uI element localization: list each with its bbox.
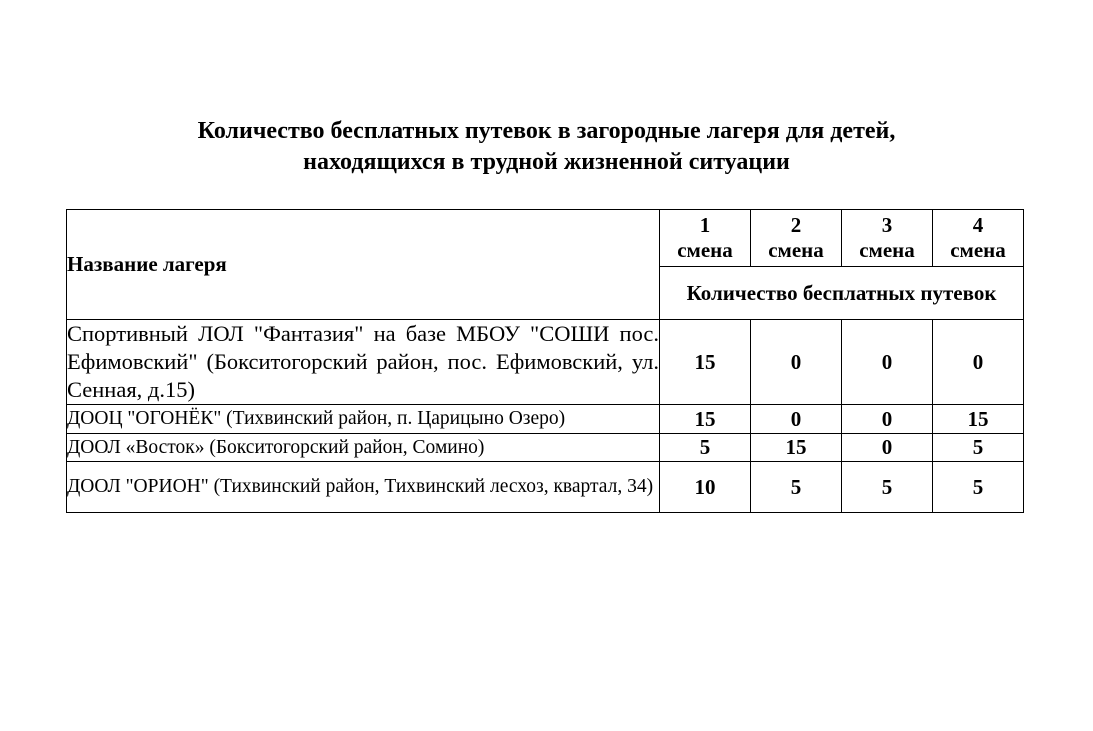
table-row [67, 462, 1024, 513]
camp-name-header: Название лагеря [67, 210, 660, 320]
camp-name-cell: ДООЛ "ОРИОН" (Тихвинский район, Тихвинский лесхоз, квартал, 34) [67, 462, 660, 513]
table-row [67, 405, 1024, 434]
voucher-count-cell: 15 [660, 405, 751, 434]
free-vouchers-header: Количество бесплатных путевок [660, 267, 1024, 320]
voucher-count-cell: 0 [842, 320, 933, 405]
voucher-count-cell: 0 [842, 405, 933, 434]
shift-header-4: 4 смена [933, 210, 1024, 267]
shift-header-2: 2 смена [751, 210, 842, 267]
table-row [67, 434, 1024, 462]
voucher-count-cell: 5 [842, 462, 933, 513]
camp-name-cell: ДООЛ «Восток» (Бокситогорский район, Сомино) [67, 434, 660, 462]
header-row-shifts [67, 210, 1024, 267]
voucher-count-cell: 15 [933, 405, 1024, 434]
voucher-count-cell: 0 [933, 320, 1024, 405]
shift-header-1: 1 смена [660, 210, 751, 267]
title-line-1: Количество бесплатных путевок в загородные лагеря для детей, [197, 118, 896, 144]
table-row [67, 320, 1024, 405]
voucher-count-cell: 5 [933, 462, 1024, 513]
camp-name-cell: ДООЦ "ОГОНЁК" (Тихвинский район, п. Царицыно Озеро) [67, 405, 660, 434]
camp-name-cell: Спортивный ЛОЛ "Фантазия" на базе МБОУ "СОШИ пос. Ефимовский" (Бокситогорский район, пос. Ефимовский, ул. Сенная, д.15) [67, 320, 660, 405]
voucher-count-cell: 15 [660, 320, 751, 405]
voucher-count-cell: 10 [660, 462, 751, 513]
voucher-count-cell: 0 [751, 405, 842, 434]
voucher-count-cell: 0 [751, 320, 842, 405]
voucher-count-cell: 0 [842, 434, 933, 462]
voucher-count-cell: 5 [660, 434, 751, 462]
voucher-count-cell: 5 [751, 462, 842, 513]
title-line-2: находящихся в трудной жизненной ситуации [303, 149, 790, 175]
voucher-count-cell: 15 [751, 434, 842, 462]
document-title [0, 116, 1093, 178]
camps-table [66, 209, 1024, 513]
shift-header-3: 3 смена [842, 210, 933, 267]
voucher-count-cell: 5 [933, 434, 1024, 462]
